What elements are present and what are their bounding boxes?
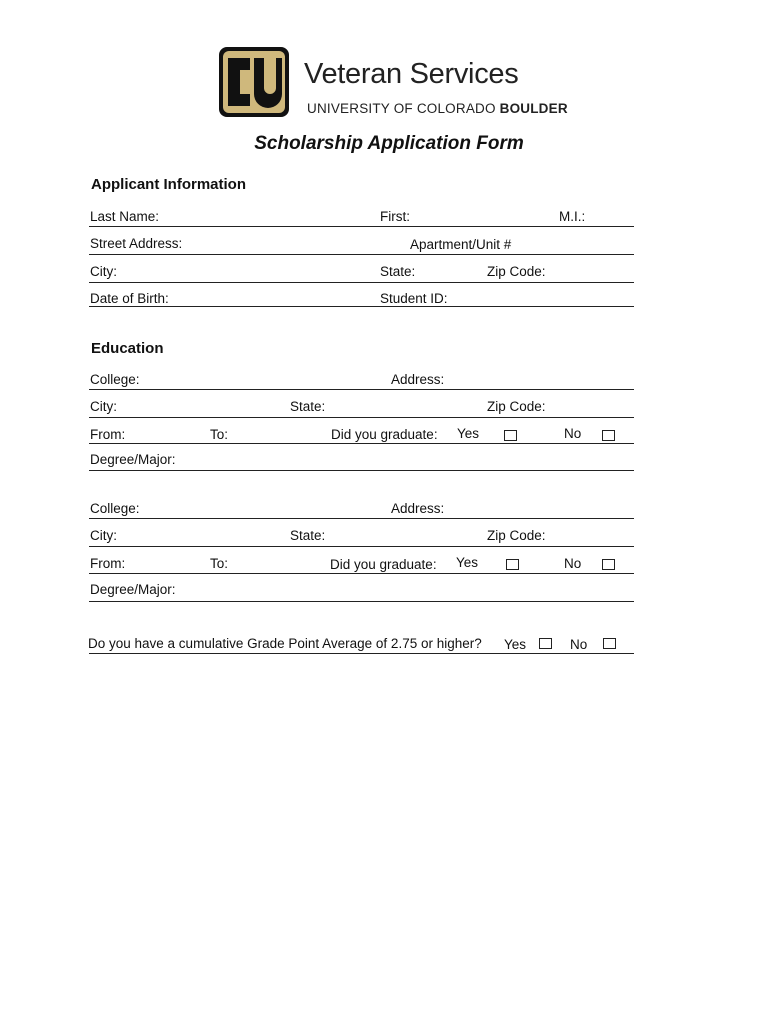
college-state-label: State: [290,528,326,543]
from-label: From: [90,556,126,571]
city-line[interactable] [89,282,634,283]
city-label: City: [90,264,117,279]
gpa-yes-label: Yes [504,637,527,652]
first-name-label: First: [380,209,410,224]
college-address-label: Address: [391,501,445,516]
address-line[interactable] [89,254,634,255]
gpa-question: Do you have a cumulative Grade Point Average of 2.75 or higher? [88,636,482,651]
degree-label: Degree/Major: [90,452,176,467]
form-title: Scholarship Application Form [254,133,524,154]
cu-logo-icon [218,46,290,118]
gpa-yes-checkbox[interactable] [539,638,552,649]
middle-initial-label: M.I.: [559,209,586,224]
dates-line[interactable] [89,443,634,444]
zip-label: Zip Code: [487,264,546,279]
degree-line[interactable] [89,470,634,471]
gpa-line [89,653,634,654]
dob-line[interactable] [89,306,634,307]
apartment-label: Apartment/Unit # [410,237,512,252]
university-name [307,101,568,116]
graduate-yes-checkbox[interactable] [506,559,519,570]
college-zip-label: Zip Code: [487,528,546,543]
graduate-no-checkbox[interactable] [602,430,615,441]
college-city-line[interactable] [89,546,634,547]
gpa-no-label: No [570,637,588,652]
college-city-line[interactable] [89,417,634,418]
dates-line[interactable] [89,573,634,574]
college-address-label: Address: [391,372,445,387]
last-name-label: Last Name: [90,209,160,224]
graduate-label: Did you graduate: [330,557,437,572]
street-label: Street Address: [90,236,183,251]
college-label: College: [90,372,140,387]
graduate-yes-label: Yes [457,426,480,441]
university-prefix: UNIVERSITY OF COLORADO [307,101,496,116]
college-state-label: State: [290,399,326,414]
degree-label: Degree/Major: [90,582,176,597]
graduate-label: Did you graduate: [331,427,438,442]
degree-line[interactable] [89,601,634,602]
unit-name: Veteran Services [304,58,519,90]
college-city-label: City: [90,399,117,414]
college-city-label: City: [90,528,117,543]
student-id-label: Student ID: [380,291,448,306]
graduate-no-checkbox[interactable] [602,559,615,570]
college-line[interactable] [89,518,634,519]
state-label: State: [380,264,416,279]
to-label: To: [210,427,229,442]
dob-label: Date of Birth: [90,291,169,306]
graduate-no-label: No [564,556,582,571]
college-zip-label: Zip Code: [487,399,546,414]
graduate-yes-checkbox[interactable] [504,430,517,441]
graduate-yes-label: Yes [456,555,479,570]
from-label: From: [90,427,126,442]
graduate-no-label: No [564,426,582,441]
college-label: College: [90,501,140,516]
college-line[interactable] [89,389,634,390]
name-line[interactable] [89,226,634,227]
university-suffix: BOULDER [499,101,568,116]
applicant-heading: Applicant Information [91,176,246,193]
gpa-no-checkbox[interactable] [603,638,616,649]
to-label: To: [210,556,229,571]
education-heading: Education [91,340,164,357]
